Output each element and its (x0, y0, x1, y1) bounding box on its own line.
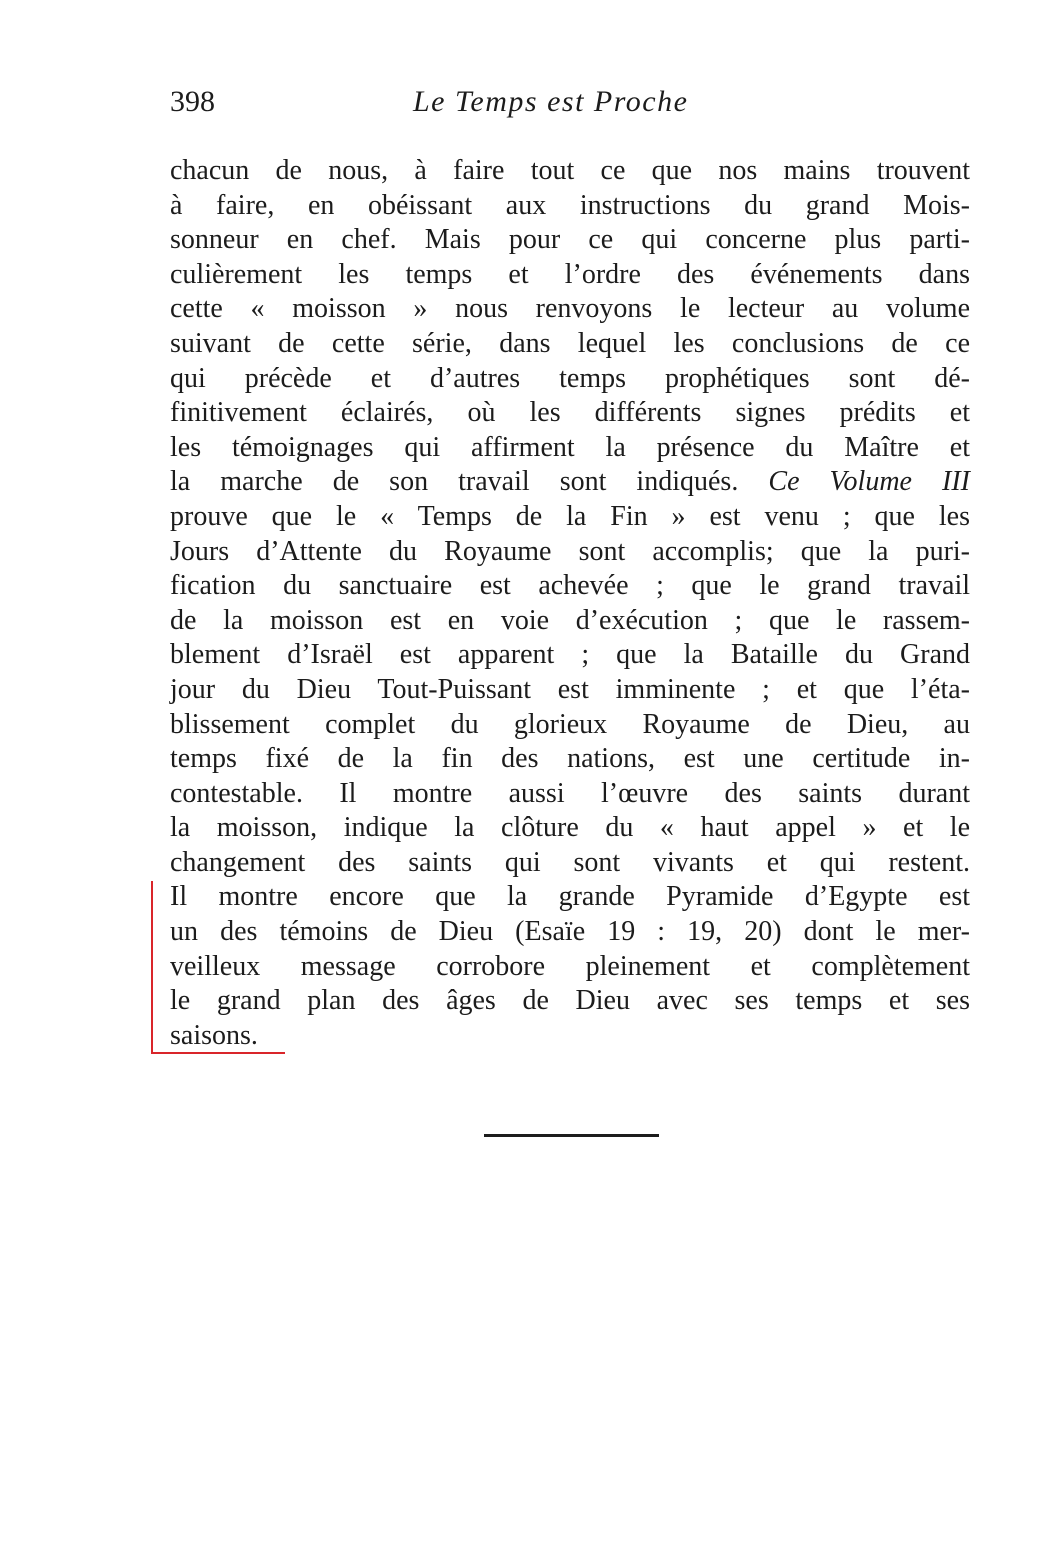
text-line: jour du Dieu Tout-Puissant est imminente ; et que l’éta- (170, 673, 970, 705)
text-line: les témoignages qui affirment la présence du Maître et (170, 431, 970, 463)
text-line: chacun de nous, à faire tout ce que nos mains trouvent (170, 155, 970, 186)
running-title: Le Temps est Proche (413, 85, 689, 118)
text-line: de la moisson est en voie d’exécution ; que le rassem- (170, 604, 970, 636)
text-line: sonneur en chef. Mais pour ce qui concerne plus parti- (170, 224, 970, 256)
text-line: finitivement éclairés, où les différents signes prédits et (170, 397, 970, 429)
text-line: changement des saints qui sont vivants et qui restent. (170, 846, 970, 878)
text-line: suivant de cette série, dans lequel les conclusions de ce (170, 327, 970, 359)
page-number: 398 (170, 85, 215, 118)
margin-mark-underline (151, 1052, 285, 1054)
text-line: blement d’Israël est apparent ; que la Bataille du Grand (170, 639, 970, 671)
body-text (170, 154, 970, 1053)
text-line: prouve que le « Temps de la Fin » est venu ; que les (170, 500, 970, 532)
margin-mark-vertical (151, 881, 153, 1054)
text-line: culièrement les temps et l’ordre des événements dans (170, 258, 970, 290)
text-line: le grand plan des âges de Dieu avec ses temps et ses (170, 985, 970, 1017)
volume-reference: Ce Volume III (768, 466, 971, 498)
text-line: cette « moisson » nous renvoyons le lecteur au volume (170, 293, 970, 325)
text-line: contestable. Il montre aussi l’œuvre des saints durant (170, 777, 970, 809)
text-line: la moisson, indique la clôture du « haut appel » et le (170, 812, 970, 844)
text-line: blissement complet du glorieux Royaume de Dieu, au (170, 708, 970, 740)
section-end-rule (484, 1134, 659, 1137)
text-line: Jours d’Attente du Royaume sont accomplis; que la puri- (170, 535, 970, 567)
text-line: temps fixé de la fin des nations, est une certitude in- (170, 743, 970, 775)
text-line: un des témoins de Dieu (Esaïe 19 : 19, 20) dont le mer- (170, 916, 970, 948)
text-line: Il montre encore que la grande Pyramide d’Egypte est (170, 881, 970, 913)
text-line: à faire, en obéissant aux instructions du grand Mois- (170, 189, 970, 221)
text-line: fication du sanctuaire est achevée ; que le grand travail (170, 570, 970, 602)
text-line-roman: la marche de son travail sont indiqués. (170, 466, 739, 498)
text-line: qui précède et d’autres temps prophétiques sont dé- (170, 362, 970, 394)
text-line: veilleux message corrobore pleinement et complètement (170, 950, 970, 982)
text-line-last: saisons. (170, 1019, 258, 1051)
text-line-mixed (170, 465, 970, 500)
